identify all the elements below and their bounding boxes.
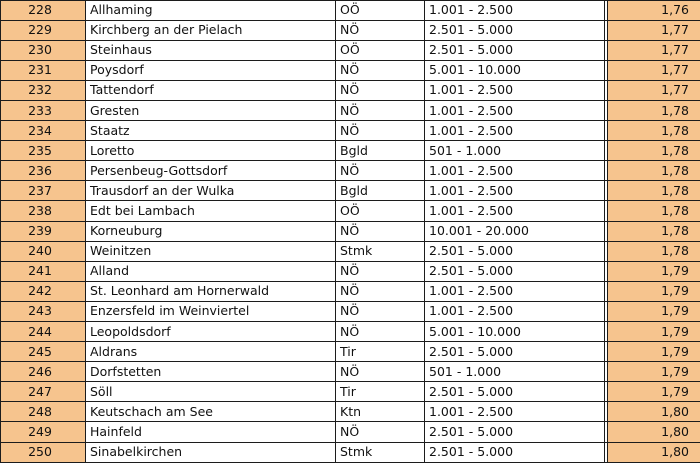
municipality-name-cell[interactable]: Poysdorf [86, 60, 336, 80]
value-cell[interactable]: 1,78 [608, 181, 700, 201]
rank-cell[interactable]: 244 [1, 322, 86, 342]
population-range-cell[interactable]: 1.001 - 2.500 [425, 301, 605, 321]
table-row [1, 121, 700, 141]
rank-cell[interactable]: 234 [1, 121, 86, 141]
rank-cell[interactable]: 233 [1, 100, 86, 120]
value-cell[interactable]: 1,77 [608, 20, 700, 40]
population-range-cell[interactable]: 1.001 - 2.500 [425, 201, 605, 221]
state-cell[interactable]: Ktn [336, 402, 425, 422]
table-row [1, 60, 700, 80]
state-cell[interactable]: NÖ [336, 80, 425, 100]
value-cell[interactable]: 1,79 [608, 281, 700, 301]
population-range-cell[interactable]: 1.001 - 2.500 [425, 281, 605, 301]
table-row [1, 281, 700, 301]
population-range-cell[interactable]: 10.001 - 20.000 [425, 221, 605, 241]
table-row [1, 442, 700, 462]
rank-cell[interactable]: 250 [1, 442, 86, 462]
value-cell[interactable]: 1,78 [608, 161, 700, 181]
municipality-name-cell[interactable]: Aldrans [86, 342, 336, 362]
table-row [1, 261, 700, 281]
population-range-cell[interactable]: 501 - 1.000 [425, 141, 605, 161]
rank-cell[interactable]: 230 [1, 40, 86, 60]
population-range-cell[interactable]: 2.501 - 5.000 [425, 20, 605, 40]
state-cell[interactable]: Stmk [336, 241, 425, 261]
state-cell[interactable]: NÖ [336, 422, 425, 442]
table-row [1, 0, 700, 20]
table-row [1, 141, 700, 161]
population-range-cell[interactable]: 2.501 - 5.000 [425, 40, 605, 60]
table-row [1, 221, 700, 241]
state-cell[interactable]: Bgld [336, 181, 425, 201]
value-cell[interactable]: 1,78 [608, 241, 700, 261]
municipality-name-cell[interactable]: Weinitzen [86, 241, 336, 261]
rank-cell[interactable]: 242 [1, 281, 86, 301]
value-cell[interactable]: 1,79 [608, 382, 700, 402]
table-row [1, 100, 700, 120]
value-cell[interactable]: 1,76 [608, 0, 700, 20]
value-cell[interactable]: 1,77 [608, 40, 700, 60]
municipality-name-cell[interactable]: Gresten [86, 100, 336, 120]
population-range-cell[interactable]: 2.501 - 5.000 [425, 241, 605, 261]
rank-cell[interactable]: 236 [1, 161, 86, 181]
municipality-name-cell[interactable]: St. Leonhard am Hornerwald [86, 281, 336, 301]
value-cell[interactable]: 1,80 [608, 422, 700, 442]
rank-cell[interactable]: 228 [1, 0, 86, 20]
value-cell[interactable]: 1,78 [608, 121, 700, 141]
municipality-name-cell[interactable]: Leopoldsdorf [86, 322, 336, 342]
value-cell[interactable]: 1,79 [608, 362, 700, 382]
value-cell[interactable]: 1,79 [608, 342, 700, 362]
state-cell[interactable]: NÖ [336, 362, 425, 382]
table-row [1, 301, 700, 321]
population-range-cell[interactable]: 1.001 - 2.500 [425, 80, 605, 100]
table-row [1, 402, 700, 422]
population-range-cell[interactable]: 1.001 - 2.500 [425, 402, 605, 422]
value-cell[interactable]: 1,78 [608, 141, 700, 161]
rank-cell[interactable]: 240 [1, 241, 86, 261]
municipality-name-cell[interactable]: Edt bei Lambach [86, 201, 336, 221]
state-cell[interactable]: NÖ [336, 60, 425, 80]
municipality-name-cell[interactable]: Sinabelkirchen [86, 442, 336, 462]
rank-cell[interactable]: 237 [1, 181, 86, 201]
municipality-name-cell[interactable]: Staatz [86, 121, 336, 141]
state-cell[interactable]: NÖ [336, 261, 425, 281]
state-cell[interactable]: NÖ [336, 121, 425, 141]
table-row [1, 241, 700, 261]
table-row [1, 181, 700, 201]
population-range-cell[interactable]: 1.001 - 2.500 [425, 100, 605, 120]
table-row [1, 201, 700, 221]
table-row [1, 382, 700, 402]
state-cell[interactable]: OÖ [336, 201, 425, 221]
table-row [1, 422, 700, 442]
population-range-cell[interactable]: 2.501 - 5.000 [425, 342, 605, 362]
population-range-cell[interactable]: 5.001 - 10.000 [425, 60, 605, 80]
value-cell[interactable]: 1,78 [608, 201, 700, 221]
municipality-name-cell[interactable]: Kirchberg an der Pielach [86, 20, 336, 40]
rank-cell[interactable]: 246 [1, 362, 86, 382]
population-range-cell[interactable]: 501 - 1.000 [425, 362, 605, 382]
table-body [1, 0, 700, 462]
table-row [1, 362, 700, 382]
state-cell[interactable]: NÖ [336, 281, 425, 301]
rank-cell[interactable]: 238 [1, 201, 86, 221]
table-row [1, 20, 700, 40]
rank-cell[interactable]: 235 [1, 141, 86, 161]
table-row [1, 161, 700, 181]
municipality-name-cell[interactable]: Persenbeug-Gottsdorf [86, 161, 336, 181]
population-range-cell[interactable]: 1.001 - 2.500 [425, 181, 605, 201]
table-row [1, 80, 700, 100]
municipality-name-cell[interactable]: Alland [86, 261, 336, 281]
rank-cell[interactable]: 249 [1, 422, 86, 442]
state-cell[interactable]: Stmk [336, 442, 425, 462]
rank-cell[interactable]: 229 [1, 20, 86, 40]
municipality-name-cell[interactable]: Steinhaus [86, 40, 336, 60]
value-cell[interactable]: 1,77 [608, 60, 700, 80]
value-cell[interactable]: 1,77 [608, 80, 700, 100]
state-cell[interactable]: NÖ [336, 301, 425, 321]
municipality-name-cell[interactable]: Loretto [86, 141, 336, 161]
table-row [1, 40, 700, 60]
state-cell[interactable]: OÖ [336, 40, 425, 60]
rank-cell[interactable]: 245 [1, 342, 86, 362]
state-cell[interactable]: NÖ [336, 221, 425, 241]
value-cell[interactable]: 1,79 [608, 261, 700, 281]
state-cell[interactable]: Tir [336, 342, 425, 362]
state-cell[interactable]: NÖ [336, 161, 425, 181]
population-range-cell[interactable]: 2.501 - 5.000 [425, 382, 605, 402]
value-cell[interactable]: 1,80 [608, 402, 700, 422]
table-row [1, 322, 700, 342]
population-range-cell[interactable]: 2.501 - 5.000 [425, 442, 605, 462]
municipality-name-cell[interactable]: Söll [86, 382, 336, 402]
value-cell[interactable]: 1,80 [608, 442, 700, 462]
value-cell[interactable]: 1,78 [608, 221, 700, 241]
municipality-name-cell[interactable]: Keutschach am See [86, 402, 336, 422]
state-cell[interactable]: NÖ [336, 322, 425, 342]
municipality-name-cell[interactable]: Dorfstetten [86, 362, 336, 382]
state-cell[interactable]: OÖ [336, 0, 425, 20]
population-range-cell[interactable]: 1.001 - 2.500 [425, 0, 605, 20]
value-cell[interactable]: 1,78 [608, 100, 700, 120]
rank-cell[interactable]: 247 [1, 382, 86, 402]
population-range-cell[interactable]: 1.001 - 2.500 [425, 161, 605, 181]
population-range-cell[interactable]: 5.001 - 10.000 [425, 322, 605, 342]
population-range-cell[interactable]: 2.501 - 5.000 [425, 261, 605, 281]
population-range-cell[interactable]: 1.001 - 2.500 [425, 121, 605, 141]
table-row [1, 342, 700, 362]
value-cell[interactable]: 1,79 [608, 301, 700, 321]
state-cell[interactable]: NÖ [336, 20, 425, 40]
rank-cell[interactable]: 248 [1, 402, 86, 422]
rank-cell[interactable]: 243 [1, 301, 86, 321]
state-cell[interactable]: Bgld [336, 141, 425, 161]
municipality-name-cell[interactable]: Tattendorf [86, 80, 336, 100]
rank-cell[interactable]: 241 [1, 261, 86, 281]
municipality-name-cell[interactable]: Korneuburg [86, 221, 336, 241]
rank-cell[interactable]: 232 [1, 80, 86, 100]
value-cell[interactable]: 1,79 [608, 322, 700, 342]
state-cell[interactable]: Tir [336, 382, 425, 402]
rank-cell[interactable]: 239 [1, 221, 86, 241]
municipality-name-cell[interactable]: Trausdorf an der Wulka [86, 181, 336, 201]
municipality-name-cell[interactable]: Hainfeld [86, 422, 336, 442]
state-cell[interactable]: NÖ [336, 100, 425, 120]
municipality-name-cell[interactable]: Enzersfeld im Weinviertel [86, 301, 336, 321]
municipality-name-cell[interactable]: Allhaming [86, 0, 336, 20]
rank-cell[interactable]: 231 [1, 60, 86, 80]
population-range-cell[interactable]: 2.501 - 5.000 [425, 422, 605, 442]
